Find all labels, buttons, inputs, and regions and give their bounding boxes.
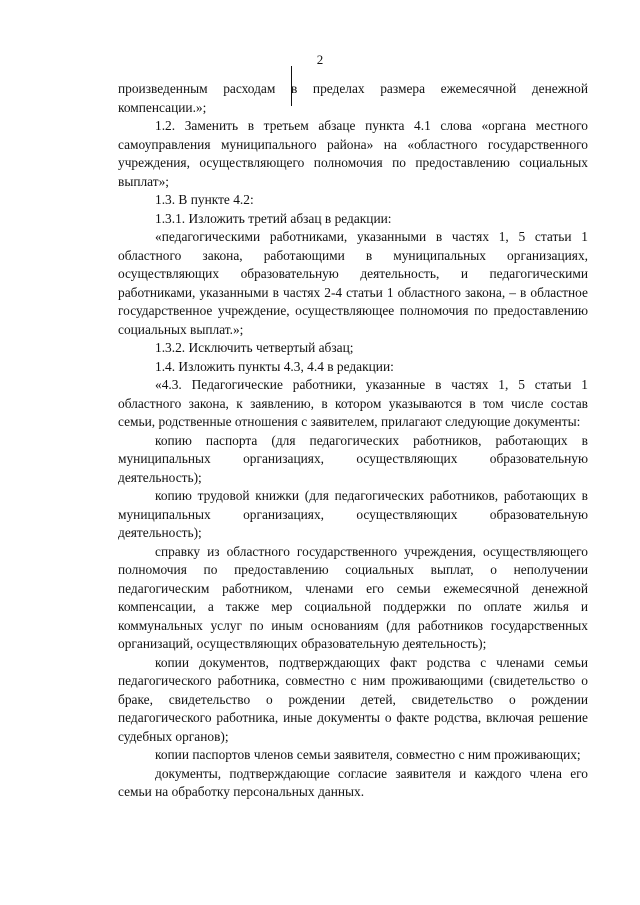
paragraph: произведенным расходам в пределах размера ежемесячной денежной компенсации.»;	[118, 81, 588, 115]
paragraph: документы, подтверждающие согласие заявителя и каждого члена его семьи на обработку персональных данных.	[118, 765, 588, 799]
paragraph: 1.3.1. Изложить третий абзац в редакции:	[155, 210, 392, 226]
paragraph: 1.3.2. Исключить четвертый абзац;	[155, 340, 354, 355]
paragraph: «4.3. Педагогические работники, указанные в частях 1, 5 статьи 1 областного закона, к заявлению, в котором указываются в том числе состав семьи, родственные отношения с заявителем, прилагают следующие документы:	[118, 377, 588, 429]
paragraph: копию паспорта (для педагогических работников, работающих в муниципальных организациях, осуществляющих образовательную деятельность);	[118, 432, 588, 485]
page-number: 2	[316, 52, 324, 67]
paragraph: 1.4. Изложить пункты 4.3, 4.4 в редакции:	[155, 358, 394, 374]
paragraph: копии паспортов членов семьи заявителя, совместно с ним проживающих;	[155, 747, 581, 762]
paragraph: 1.3. В пункте 4.2:	[155, 192, 254, 207]
paragraph: копию трудовой книжки (для педагогических работников, работающих в муниципальных организациях, осуществляющих образовательную деятельность);	[118, 488, 588, 540]
paragraph: «педагогическими работниками, указанными в частях 1, 5 статьи 1 областного закона, работающими в муниципальных организациях, осуществляющих образовательную деятельность, и педагогическими работниками, указанными в частях 2-4 статьи 1 областного закона, – в областное государственное учреждение, осуществляющее полномочия по предоставлению социальных выплат.»;	[118, 229, 588, 337]
paragraph: копии документов, подтверждающих факт родства с членами семьи педагогического работника, совместно с ним проживающими (свидетельство о браке, свидетельство о рождении детей, свидетельство о рождении педагогического работника, иные документы о факте родства, включая решение судебных органов);	[118, 654, 588, 744]
paragraph: справку из областного государственного учреждения, осуществляющего полномочия по предоставлению социальных выплат, о неполучении педагогическим работником, членами его семьи ежемесячной денежной компенсации, а также мер социальной поддержки по оплате жилья и коммунальных услуг по иным основаниям (для работников государственных организаций, осуществляющих образовательную деятельность);	[118, 543, 588, 651]
document-body	[118, 80, 588, 802]
paragraph: 1.2. Заменить в третьем абзаце пункта 4.1 слова «органа местного самоуправления муниципального района» на «областного государственного учреждения, осуществляющего полномочия по предоставлению социальных выплат»;	[118, 118, 588, 189]
